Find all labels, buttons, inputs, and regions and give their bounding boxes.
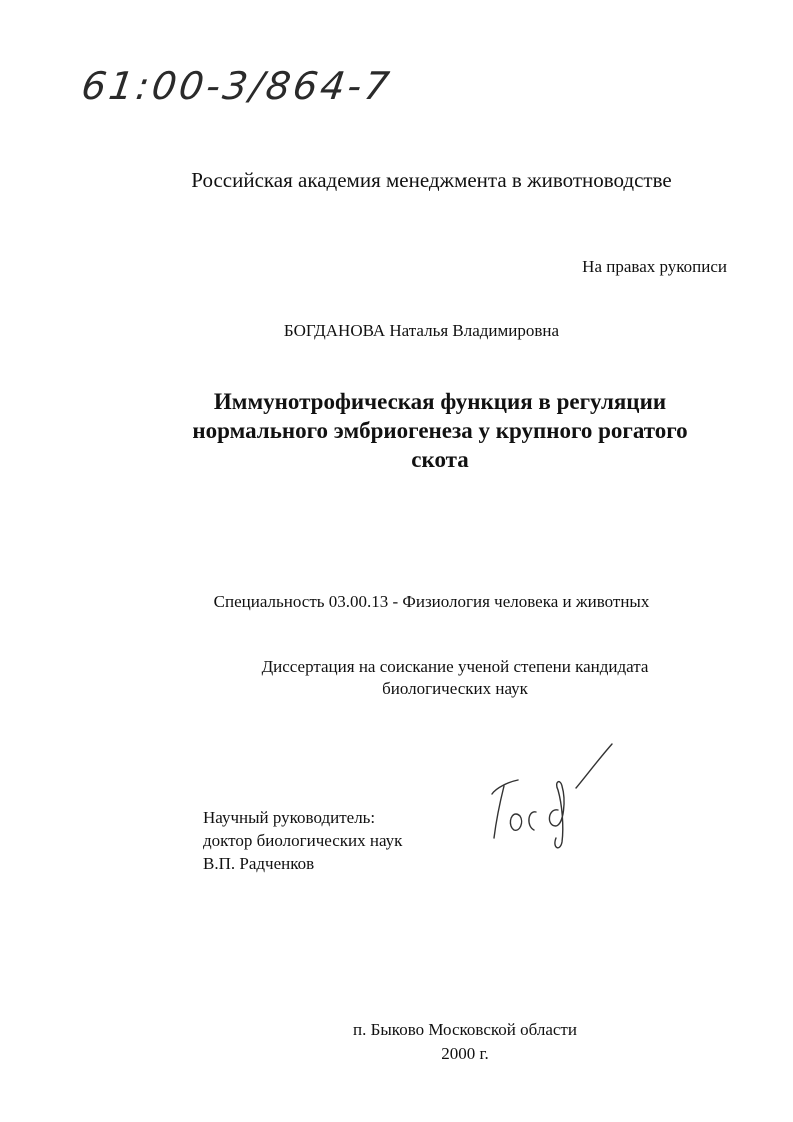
specialty-line: Специальность 03.00.13 - Физиология человека и животных <box>213 592 650 611</box>
author-name: БОГДАНОВА Наталья Владимировна <box>283 321 560 340</box>
scientific-supervisor <box>203 806 402 875</box>
handwritten-call-number: 61:00-3/864-7 <box>78 64 395 108</box>
place-and-year <box>280 1018 650 1066</box>
thesis-title-line-2: нормального эмбриогенеза у крупного рогатого <box>192 418 688 443</box>
thesis-title-line-1: Иммунотрофическая функция в регуляции <box>213 389 667 414</box>
supervisor-label: Научный руководитель: <box>203 808 376 827</box>
degree-line-2: биологических наук <box>382 679 528 698</box>
place-name: п. Быково Московской области <box>353 1020 577 1039</box>
supervisor-name: В.П. Радченков <box>203 854 315 873</box>
year: 2000 г. <box>441 1044 489 1063</box>
supervisor-degree: доктор биологических наук <box>203 831 403 850</box>
handwritten-signature <box>478 730 618 860</box>
degree-line-1: Диссертация на соискание ученой степени кандидата <box>261 657 649 676</box>
manuscript-rights-note: На правах рукописи <box>582 257 727 276</box>
institution-name: Российская академия менеджмента в животноводстве <box>191 168 672 192</box>
thesis-title <box>140 387 740 474</box>
degree-statement <box>240 656 670 700</box>
thesis-title-line-3: скота <box>411 447 469 472</box>
